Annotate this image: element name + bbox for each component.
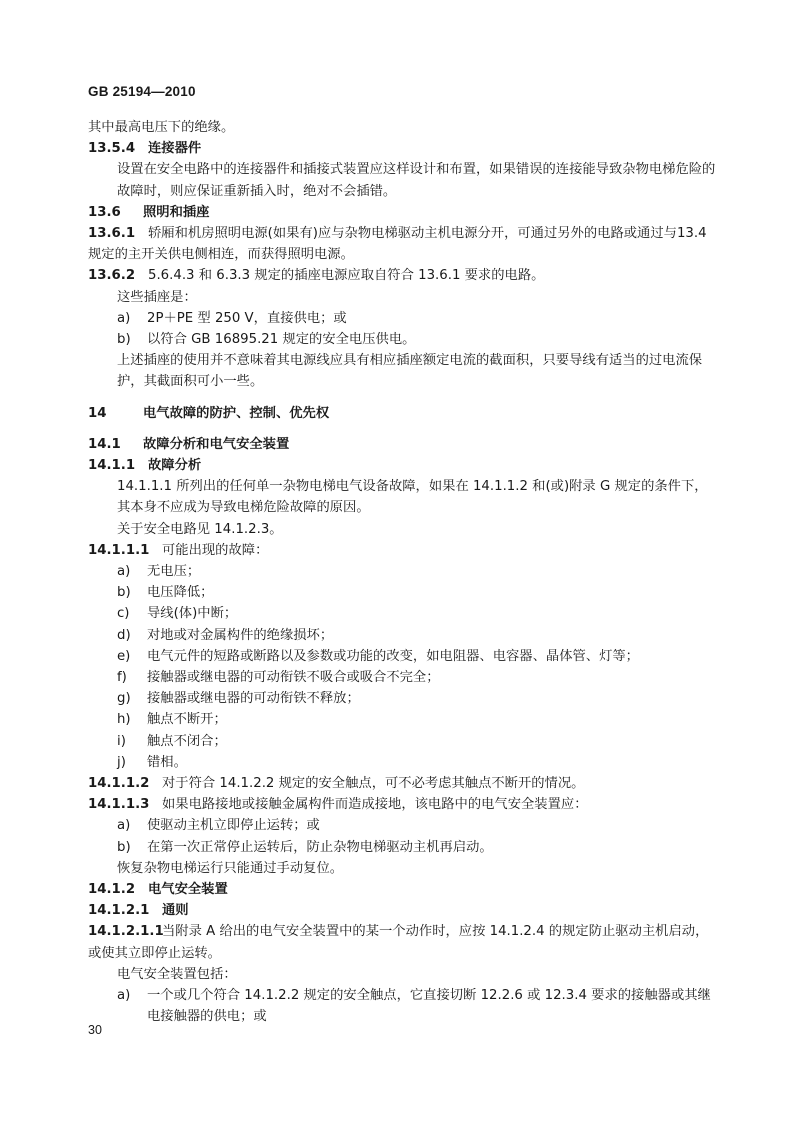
list-label: a) xyxy=(117,564,131,580)
section-title: 电气故障的防护、控制、优先权 xyxy=(143,405,330,421)
list-text: 接触器或继电器的可动衔铁不吸合或吸合不完全； xyxy=(147,670,440,686)
list-label: e) xyxy=(117,648,131,664)
list-label: d) xyxy=(117,627,131,643)
section-heading xyxy=(88,202,716,223)
text-line: 电气安全装置包括： xyxy=(117,966,237,982)
spacer xyxy=(88,393,716,403)
list-item xyxy=(88,561,716,582)
list-text: 以符合 GB 16895.21 规定的安全电压供电。 xyxy=(147,332,416,347)
list-label: j) xyxy=(117,754,126,770)
list-item xyxy=(88,709,716,730)
clause-text: 对于符合 14.1.2.2 规定的安全触点，可不必考虑其触点不断开的情况。 xyxy=(162,776,585,792)
clause xyxy=(88,794,716,815)
clause xyxy=(88,540,716,561)
list-item xyxy=(88,985,716,1027)
list-text: 2P＋PE 型 250 V，直接供电；或 xyxy=(147,310,347,326)
clause-number: 14.1.2.1.1 xyxy=(88,924,164,940)
list-item xyxy=(88,752,716,773)
list-item xyxy=(88,582,716,603)
section-title: 通则 xyxy=(162,903,189,919)
list-label: i) xyxy=(117,733,126,749)
list-text: 电压降低； xyxy=(147,585,214,601)
list-label: b) xyxy=(117,332,131,347)
list-label: b) xyxy=(117,585,131,601)
clause-number: 14 xyxy=(88,405,107,421)
text-line: 其中最高电压下的绝缘。 xyxy=(88,120,235,135)
list-item xyxy=(88,308,716,329)
clause-number: 13.6.1 xyxy=(88,226,136,241)
section-title: 故障分析 xyxy=(148,458,202,474)
section-heading xyxy=(88,138,716,159)
document-body xyxy=(88,117,716,1027)
clause-number: 14.1.1.2 xyxy=(88,776,150,792)
list-item xyxy=(88,837,716,858)
list-item xyxy=(88,815,716,836)
list-label: b) xyxy=(117,839,131,855)
clause-number: 13.6 xyxy=(88,204,121,220)
list-text: 电气元件的短路或断路以及参数或功能的改变，如电阻器、电容器、晶体管、灯等； xyxy=(147,648,639,664)
list-text: 触点不闭合； xyxy=(147,733,227,749)
list-item xyxy=(88,329,716,350)
text-line: 这些插座是： xyxy=(117,289,197,305)
clause-number: 14.1.1 xyxy=(88,458,136,474)
section-heading xyxy=(88,879,716,900)
list-text: 错相。 xyxy=(147,754,187,770)
list-text: 导线(体)中断； xyxy=(147,606,238,622)
section-heading xyxy=(88,403,716,424)
section-heading xyxy=(88,434,716,455)
paragraph: 14.1.1.1 所列出的任何单一杂物电梯电气设备故障，如果在 14.1.1.2 和(或)附录 G 规定的条件下，其本身不应成为导致电梯危险故障的原因。 xyxy=(117,479,708,516)
section-heading xyxy=(88,455,716,476)
list-text: 使驱动主机立即停止运转；或 xyxy=(147,818,320,834)
standard-code: GB 25194—2010 xyxy=(88,84,196,99)
clause-text: 5.6.4.3 和 6.3.3 规定的插座电源应取自符合 13.6.1 要求的电路。 xyxy=(148,268,545,284)
section-title: 照明和插座 xyxy=(143,204,210,220)
list-text: 触点不断开； xyxy=(147,712,227,728)
paragraph: 设置在安全电路中的连接器件和插接式装置应这样设计和布置，如果错误的连接能导致杂物电梯危险的故障时，则应保证重新插入时，绝对不会插错。 xyxy=(117,162,716,199)
list-item xyxy=(88,667,716,688)
list-label: g) xyxy=(117,691,131,707)
list-label: h) xyxy=(117,712,131,728)
list-label: f) xyxy=(117,670,127,686)
list-item xyxy=(88,625,716,646)
clause-number: 14.1.2 xyxy=(88,882,136,898)
clause-text: 轿厢和机房照明电源(如果有)应与杂物电梯驱动主机电源分开，可通过另外的电路或通过与13.4规定的主开关供电侧相连，而获得照明电源。 xyxy=(88,226,707,263)
list-text: 无电压； xyxy=(147,564,201,580)
section-title: 故障分析和电气安全装置 xyxy=(143,436,290,452)
clause-number: 13.5.4 xyxy=(88,141,136,157)
list-item xyxy=(88,646,716,667)
list-label: a) xyxy=(117,818,131,834)
spacer xyxy=(88,424,716,434)
page-number: 30 xyxy=(88,1023,102,1037)
section-heading xyxy=(88,900,716,921)
list-item xyxy=(88,731,716,752)
text-line: 关于安全电路见 14.1.2.3。 xyxy=(117,521,283,537)
list-item xyxy=(88,603,716,624)
section-title: 电气安全装置 xyxy=(148,882,228,898)
list-text: 对地或对金属构件的绝缘损坏； xyxy=(147,627,334,643)
clause-number: 14.1.1.3 xyxy=(88,797,150,813)
clause-text: 如果电路接地或接触金属构件而造成接地，该电路中的电气安全装置应： xyxy=(162,797,588,813)
clause-number: 14.1.1.1 xyxy=(88,542,150,558)
clause-text: 可能出现的故障： xyxy=(162,542,269,558)
section-title: 连接器件 xyxy=(148,141,202,157)
clause xyxy=(88,921,716,963)
clause-number: 13.6.2 xyxy=(88,268,136,284)
list-item xyxy=(88,688,716,709)
clause-number: 14.1 xyxy=(88,436,121,452)
clause xyxy=(88,265,716,286)
list-text: 接触器或继电器的可动衔铁不释放； xyxy=(147,691,360,707)
text-line: 恢复杂物电梯运行只能通过手动复位。 xyxy=(117,860,344,876)
clause-number: 14.1.2.1 xyxy=(88,903,150,919)
clause xyxy=(88,223,716,265)
list-label: a) xyxy=(117,988,131,1004)
list-label: a) xyxy=(117,310,131,326)
list-text: 在第一次正常停止运转后，防止杂物电梯驱动主机再启动。 xyxy=(147,839,493,855)
clause xyxy=(88,773,716,794)
paragraph: 上述插座的使用并不意味着其电源线应具有相应插座额定电流的截面积，只要导线有适当的过电流保护，其截面积可小一些。 xyxy=(117,353,703,390)
clause-text: 当附录 A 给出的电气安全装置中的某一个动作时，应按 14.1.2.4 的规定防止驱动主机启动，或使其立即停止运转。 xyxy=(88,924,709,961)
list-label: c) xyxy=(117,606,130,622)
list-text: 一个或几个符合 14.1.2.2 规定的安全触点，它直接切断 12.2.6 或 12.3.4 要求的接触器或其继电接触器的供电；或 xyxy=(147,988,711,1025)
